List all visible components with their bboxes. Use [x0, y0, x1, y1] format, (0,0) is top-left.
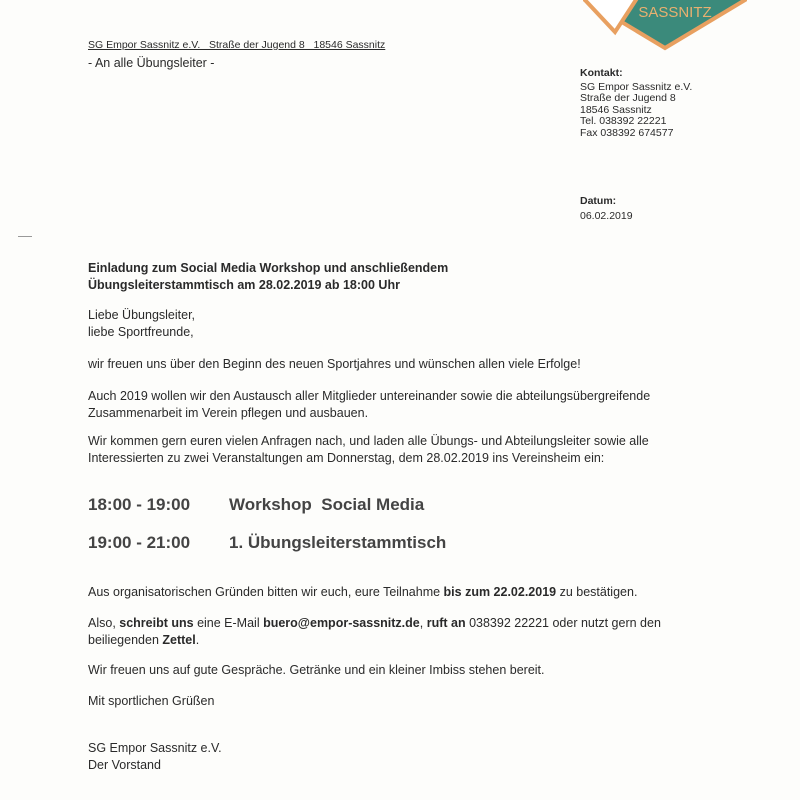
- date-label: Datum:: [580, 195, 617, 207]
- contact-line: 18546 Sassnitz: [580, 103, 652, 116]
- date-value: 06.02.2019: [580, 209, 633, 222]
- rsvp-paragraph: Aus organisatorischen Gründen bitten wir euch, eure Teilnahme bis zum 22.02.2019 zu bestätigen.: [88, 585, 638, 599]
- contact-block: [580, 68, 692, 139]
- paragraph-line: Auch 2019 wollen wir den Austausch aller Mitglieder untereinander sowie die abteilungsübergreifende: [88, 389, 651, 403]
- fold-mark: [18, 236, 32, 237]
- schedule-item: [88, 495, 425, 515]
- contact-paragraph: Also, schreibt uns eine E-Mail buero@empor-sassnitz.de, ruft an 038392 22221 oder nutzt gern den beiliegenden Zettel.: [88, 616, 661, 647]
- subject-line: Übungsleiterstammtisch am 28.02.2019 ab 18:00 Uhr: [88, 278, 400, 292]
- signature-line: Der Vorstand: [88, 758, 161, 772]
- subject: [88, 260, 448, 294]
- logo-text: SASSNITZ: [638, 4, 712, 21]
- contact-label: Kontakt:: [580, 67, 623, 79]
- contact-line: SG Empor Sassnitz e.V.: [580, 80, 693, 93]
- regards: Mit sportlichen Grüßen: [88, 694, 215, 708]
- paragraph-3: [88, 433, 649, 467]
- recipient: - An alle Übungsleiter -: [88, 56, 215, 70]
- greeting-line: Liebe Übungsleiter,: [88, 308, 196, 322]
- club-logo: [580, 0, 750, 55]
- paragraph-line: Zusammenarbeit im Verein pflegen und ausbauen.: [88, 406, 369, 420]
- paragraph-2: [88, 388, 650, 422]
- sender-line: SG Empor Sassnitz e.V. Straße der Jugend 8 18546 Sassnitz: [88, 39, 386, 51]
- paragraph-1: wir freuen uns über den Beginn des neuen Sportjahres und wünschen allen viele Erfolge!: [88, 357, 581, 371]
- signature: [88, 740, 222, 774]
- date-block: [580, 196, 633, 222]
- contact-line: Fax 038392 674577: [580, 126, 674, 139]
- contact-line: Tel. 038392 22221: [580, 115, 667, 127]
- email-address: buero@empor-sassnitz.de: [263, 616, 420, 630]
- paragraph-line: Wir kommen gern euren vielen Anfragen nach, und laden alle Übungs- und Abteilungsleiter sowie alle: [88, 434, 649, 448]
- schedule-title: Workshop Social Media: [229, 495, 425, 514]
- schedule-time: 18:00 - 19:00: [88, 495, 191, 514]
- paragraph-line: Interessierten zu zwei Veranstaltungen am Donnerstag, dem 28.02.2019 ins Vereinsheim ein:: [88, 451, 605, 465]
- schedule-item: [88, 533, 447, 553]
- closing-line: Wir freuen uns auf gute Gespräche. Getränke und ein kleiner Imbiss stehen bereit.: [88, 663, 545, 677]
- greeting: [88, 307, 195, 341]
- signature-line: SG Empor Sassnitz e.V.: [88, 741, 222, 755]
- subject-line: Einladung zum Social Media Workshop und anschließendem: [88, 261, 449, 275]
- contact-line: Straße der Jugend 8: [580, 92, 676, 104]
- greeting-line: liebe Sportfreunde,: [88, 325, 194, 339]
- schedule-time: 19:00 - 21:00: [88, 533, 191, 552]
- schedule-title: 1. Übungsleiterstammtisch: [229, 533, 447, 552]
- rsvp-deadline: bis zum 22.02.2019: [443, 585, 557, 599]
